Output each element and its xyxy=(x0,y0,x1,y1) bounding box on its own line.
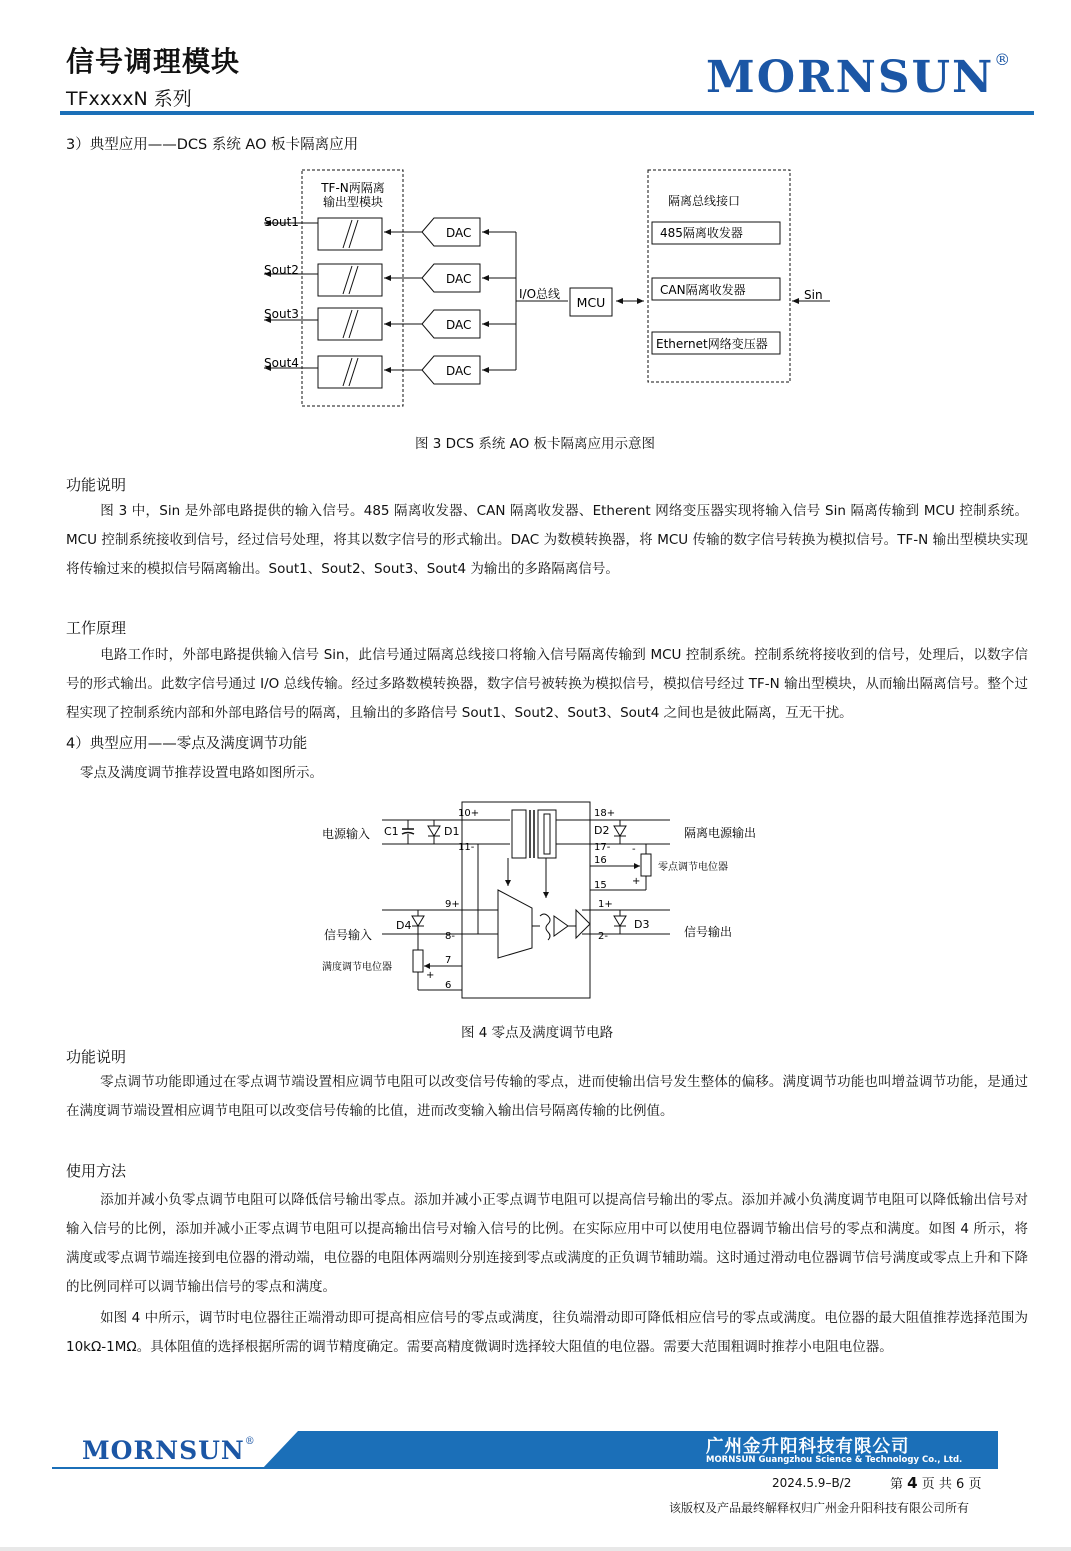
span-pot-plus: + xyxy=(426,970,435,981)
pin-17: 17- xyxy=(594,842,611,853)
usage-paragraph-1-text: 添加并减小负零点调节电阻可以降低信号输出零点。添加并减小正零点调节电阻可以提高信号输出的零点。添加并减小负满度调节电阻可以降低输出信号对输入信号的比例，添加并减小正零点调节电阻可以提高输出信号对输入信号的比例。在实际应用中可以使用电位器调节输出信号的零点和满度。如图 4 所示，将满度或零点调节端连接到电位器的滑动端，电位器的电阻体两端则分别连接到零点或满度的正负调节辅助端。这时通过滑动电位器调节信号满度或零点上升和下降的比例同样可以调节输出信号的零点和满度。 xyxy=(66,1192,1028,1295)
footer-logo-text: MORNSUN xyxy=(82,1436,245,1465)
c1-label: C1 xyxy=(384,825,399,838)
pin-1: 1+ xyxy=(598,899,613,910)
amplifier-shape xyxy=(498,890,532,958)
footer-registered-mark: ® xyxy=(244,1436,256,1447)
io-bus-label: I/O总线 xyxy=(519,287,561,301)
pin-18: 18+ xyxy=(594,808,616,819)
zero-pot-label: 零点调节电位器 xyxy=(658,862,728,873)
page-bottom-edge xyxy=(0,1547,1071,1551)
func-paragraph-3 xyxy=(66,497,1028,584)
zero-pot-plus: + xyxy=(632,876,641,887)
brand-logo-text: MORNSUN xyxy=(706,52,995,103)
d4-label: D4 xyxy=(396,919,412,932)
page-prefix: 第 xyxy=(890,1477,904,1492)
module-label-1: TF-N两隔离 xyxy=(321,181,385,195)
pin-9: 9+ xyxy=(445,899,460,910)
pin-11: 11- xyxy=(458,842,475,853)
module-label-2: 输出型模块 xyxy=(322,195,384,209)
figure-4-caption: 图 4 零点及满度调节电路 xyxy=(461,1025,614,1041)
power-input-label: 电源输入 xyxy=(322,827,371,841)
func-heading-4: 功能说明 xyxy=(66,1048,127,1066)
pin-8: 8- xyxy=(445,931,455,942)
d3-label: D3 xyxy=(634,918,650,931)
section-4-intro: 零点及满度调节推荐设置电路如图所示。 xyxy=(80,765,323,781)
footer-logo xyxy=(82,1436,256,1465)
d1-label: D1 xyxy=(444,825,460,838)
dac-4-label: DAC xyxy=(446,364,472,378)
usage-paragraph-2 xyxy=(66,1304,1028,1362)
sin-label: Sin xyxy=(804,288,823,302)
page-suffix: 页 xyxy=(968,1477,982,1492)
dac-1-label: DAC xyxy=(446,226,472,240)
work-heading: 工作原理 xyxy=(66,619,127,637)
page-mid: 页 共 xyxy=(921,1477,952,1492)
registered-mark: ® xyxy=(994,50,1013,69)
sout4-label: Sout4 xyxy=(264,356,299,370)
usage-paragraph-1 xyxy=(66,1186,1028,1302)
pin-7: 7 xyxy=(445,955,452,966)
section-3-heading: 3）典型应用——DCS 系统 AO 板卡隔离应用 xyxy=(66,137,359,153)
figure-3-caption: 图 3 DCS 系统 AO 板卡隔离应用示意图 xyxy=(415,436,656,452)
work-paragraph-text: 电路工作时，外部电路提供输入信号 Sin，此信号通过隔离总线接口将输入信号隔离传输到 MCU 控制系统。控制系统将接收到的信号，处理后，以数字信号的形式输出。此数字信号通过 I/O 总线传输。经过多路数模转换器，数字信号被转换为模拟信号，模拟信号经过 TF-N 输出型模块，从而输出隔离信号。整个过程实现了控制系统内部和外部电路信号的隔离，且输出的多路信号 Sout1、Sout2、Sout3、Sout4 之间也是彼此隔离，互无干扰。 xyxy=(66,647,1028,721)
footer-company-cn: 广州金升阳科技有限公司 xyxy=(706,1437,910,1457)
page-total: 6 xyxy=(956,1477,965,1492)
func-paragraph-4-text: 零点调节功能即通过在零点调节端设置相应调节电阻可以改变信号传输的零点，进而使输出信号发生整体的偏移。满度调节功能也叫增益调节功能，是通过在满度调节端设置相应调节电阻可以改变信号传输的比值，进而改变输入输出信号隔离传输的比例值。 xyxy=(66,1074,1028,1119)
zero-pot-minus: - xyxy=(632,844,636,855)
pin-10: 10+ xyxy=(458,808,480,819)
pin-15: 15 xyxy=(594,880,607,891)
sout2-label: Sout2 xyxy=(264,263,299,277)
section-4-heading: 4）典型应用——零点及满度调节功能 xyxy=(66,736,308,752)
dac-3-label: DAC xyxy=(446,318,472,332)
sout3-label: Sout3 xyxy=(264,307,299,321)
interface-title: 隔离总线接口 xyxy=(668,194,741,208)
span-pot-label: 满度调节电位器 xyxy=(322,962,392,973)
dac-2-label: DAC xyxy=(446,272,472,286)
transceiver-can-label: CAN隔离收发器 xyxy=(660,283,746,297)
footer-copyright: 该版权及产品最终解释权归广州金升阳科技有限公司所有 xyxy=(669,1501,970,1515)
figure-4-circuit xyxy=(318,800,788,1002)
brand-logo xyxy=(706,52,1012,103)
usage-heading: 使用方法 xyxy=(66,1162,127,1180)
mcu-label: MCU xyxy=(576,295,606,310)
iso-power-output-label: 隔离电源输出 xyxy=(684,826,757,840)
header-rule xyxy=(60,111,1034,115)
doc-title: 信号调理模块 xyxy=(66,45,241,78)
func-heading-3: 功能说明 xyxy=(66,476,127,494)
footer-company-en: MORNSUN Guangzhou Science & Technology Co., Ltd. xyxy=(706,1455,963,1465)
pin-6: 6 xyxy=(445,980,452,991)
transceiver-ethernet-label: Ethernet网络变压器 xyxy=(656,337,768,351)
d2-label: D2 xyxy=(594,824,610,837)
footer-date: 2024.5.9–B/2 xyxy=(772,1476,852,1490)
page-current: 4 xyxy=(907,1474,918,1492)
transceiver-485-label: 485隔离收发器 xyxy=(660,226,743,240)
work-paragraph xyxy=(66,641,1028,728)
signal-input-label: 信号输入 xyxy=(324,928,373,942)
footer-page-number xyxy=(890,1473,981,1492)
doc-series: TFxxxxN 系列 xyxy=(66,88,192,110)
func-paragraph-3-text: 图 3 中，Sin 是外部电路提供的输入信号。485 隔离收发器、CAN 隔离收发器、Etherent 网络变压器实现将输入信号 Sin 隔离传输到 MCU 控制系统。MCU 控制系统接收到信号，经过信号处理，将其以数字信号的形式输出。DAC 为数模转换器，将 MCU 传输的数字信号转换为模拟信号。TF-N 输出型模块实现将传输过来的模拟信号隔离输出。Sout1、Sout2、Sout3、Sout4 为输出的多路隔离信号。 xyxy=(66,503,1028,577)
figure-3-diagram xyxy=(250,160,840,410)
pin-2: 2- xyxy=(598,931,608,942)
func-paragraph-4 xyxy=(66,1068,1028,1126)
pin-16: 16 xyxy=(594,855,607,866)
usage-paragraph-2-text: 如图 4 中所示，调节时电位器往正端滑动即可提高相应信号的零点或满度，往负端滑动即可降低相应信号的零点或满度。电位器的最大阻值推荐选择范围为 10kΩ-1MΩ。具体阻值的选择根据所需的调节精度确定。需要高精度微调时选择较大阻值的电位器。需要大范围粗调时推荐小电阻电位器。 xyxy=(66,1310,1028,1355)
sout1-label: Sout1 xyxy=(264,215,299,229)
signal-output-label: 信号输出 xyxy=(684,925,733,939)
